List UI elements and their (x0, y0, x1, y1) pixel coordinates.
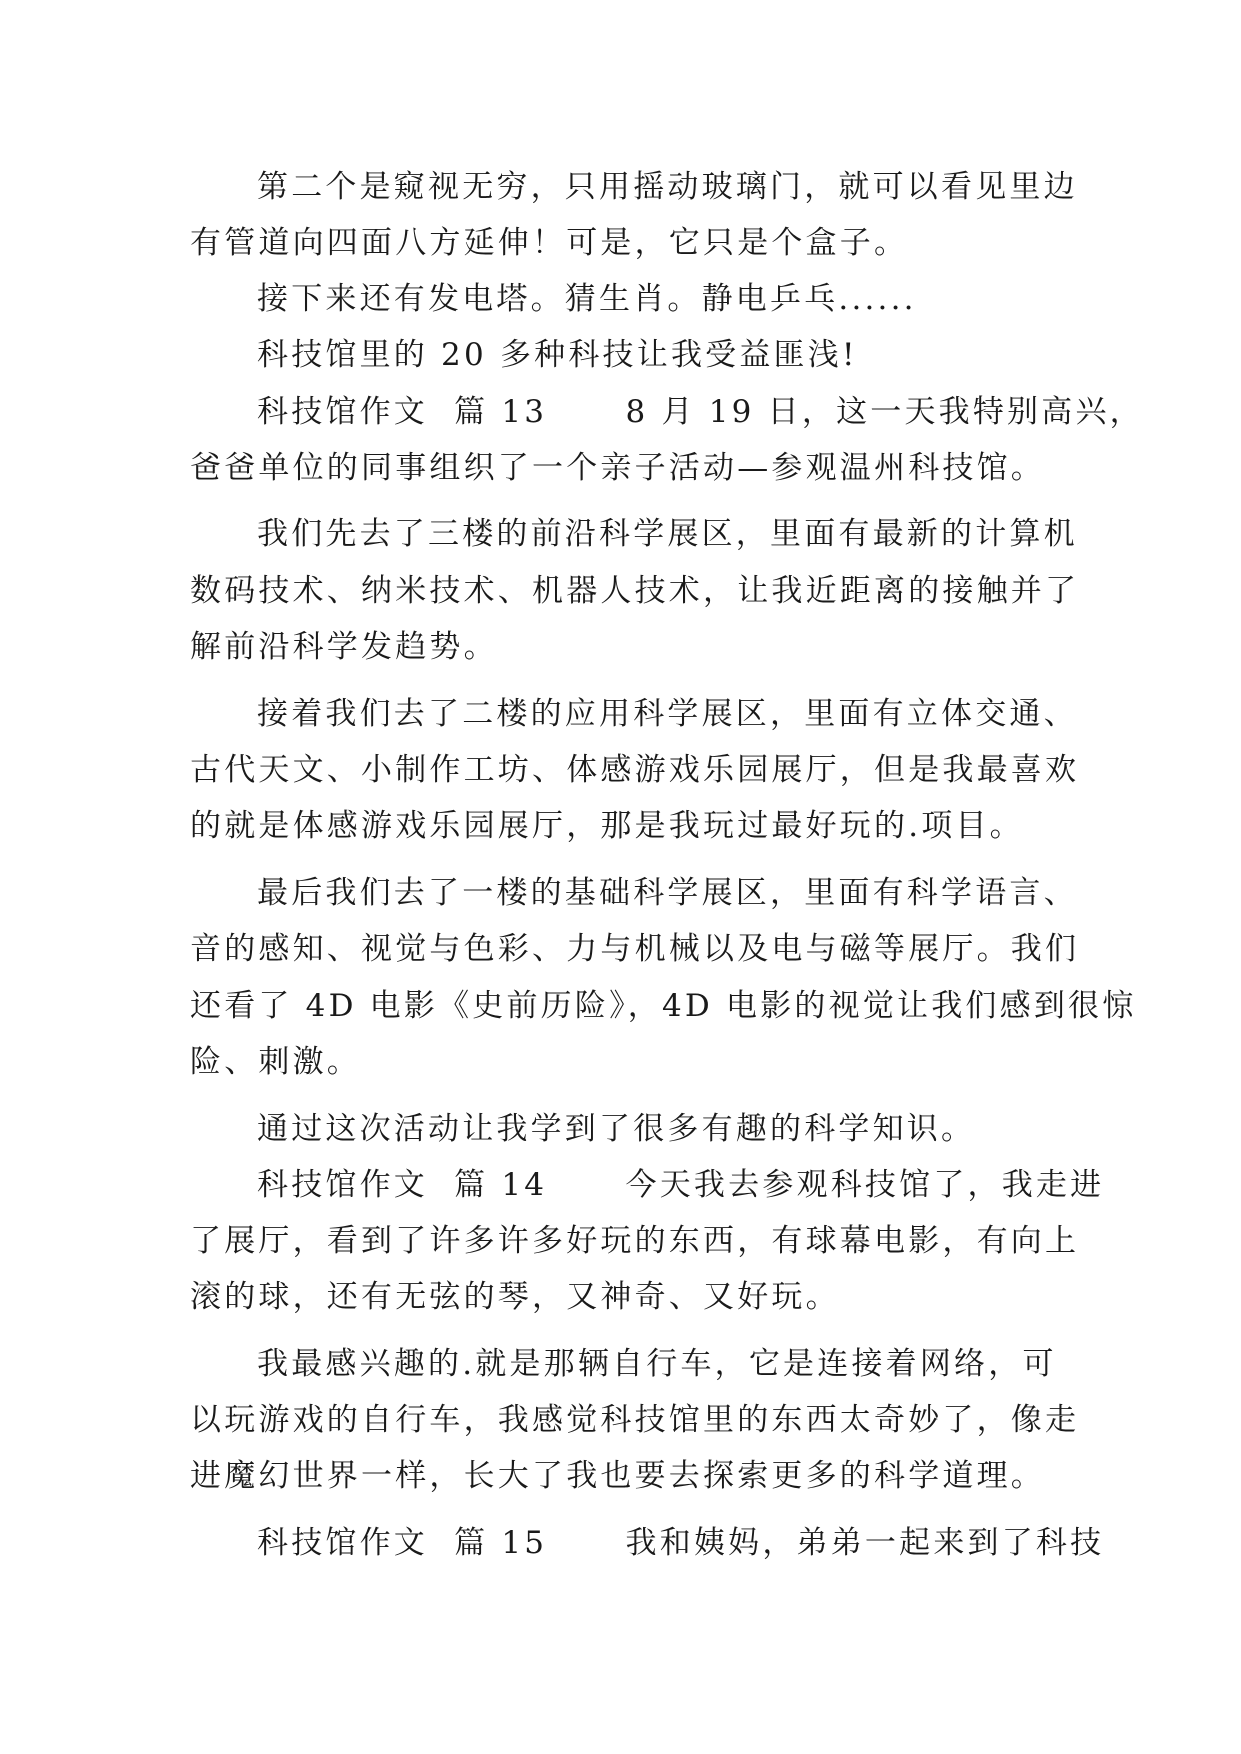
text-line: 古代天文、小制作工坊、体感游戏乐园展厅，但是我最喜欢 (190, 752, 1080, 788)
text-line: 最后我们去了一楼的基础科学展区，里面有科学语言、 (257, 875, 1078, 911)
text-line: 数码技术、纳米技术、机器人技术，让我近距离的接触并了 (190, 573, 1080, 609)
text-line: 以玩游戏的自行车，我感觉科技馆里的东西太奇妙了，像走 (190, 1402, 1080, 1438)
text-line: 的就是体感游戏乐园展厅，那是我玩过最好玩的.项目。 (190, 808, 1024, 844)
text-line: 音的感知、视觉与色彩、力与机械以及电与磁等展厅。我们 (190, 931, 1080, 967)
text-line: 有管道向四面八方延伸！可是，它只是个盒子。 (190, 225, 909, 261)
section-heading-15: 科技馆作文 篇 15 我和姨妈，弟弟一起来到了科技 (257, 1525, 1105, 1561)
text-line: 科技馆里的 20 多种科技让我受益匪浅! (257, 337, 858, 373)
text-line: 解前沿科学发趋势。 (190, 629, 498, 665)
text-line: 我最感兴趣的.就是那辆自行车，它是连接着网络，可 (257, 1346, 1057, 1382)
text-line: 进魔幻世界一样，长大了我也要去探索更多的科学道理。 (190, 1458, 1045, 1494)
text-line: 爸爸单位的同事组织了一个亲子活动—参观温州科技馆。 (190, 450, 1045, 486)
text-line: 通过这次活动让我学到了很多有趣的科学知识。 (257, 1111, 976, 1147)
text-line: 险、刺激。 (190, 1044, 361, 1080)
text-line: 我们先去了三楼的前沿科学展区，里面有最新的计算机 (257, 516, 1078, 552)
text-line: 接着我们去了二楼的应用科学展区，里面有立体交通、 (257, 696, 1078, 732)
text-line: 还看了 4D 电影《史前历险》，4D 电影的视觉让我们感到很惊 (190, 988, 1137, 1024)
text-line: 第二个是窥视无穷，只用摇动玻璃门，就可以看见里边 (257, 169, 1078, 205)
text-line: 接下来还有发电塔。猜生肖。静电乒乓...... (257, 281, 917, 317)
section-heading-14: 科技馆作文 篇 14 今天我去参观科技馆了，我走进 (257, 1167, 1105, 1203)
section-heading-13: 科技馆作文 篇 13 8 月 19 日，这一天我特别高兴， (257, 394, 1144, 430)
text-line: 了展厅，看到了许多许多好玩的东西，有球幕电影，有向上 (190, 1223, 1080, 1259)
text-line: 滚的球，还有无弦的琴，又神奇、又好玩。 (190, 1279, 840, 1315)
